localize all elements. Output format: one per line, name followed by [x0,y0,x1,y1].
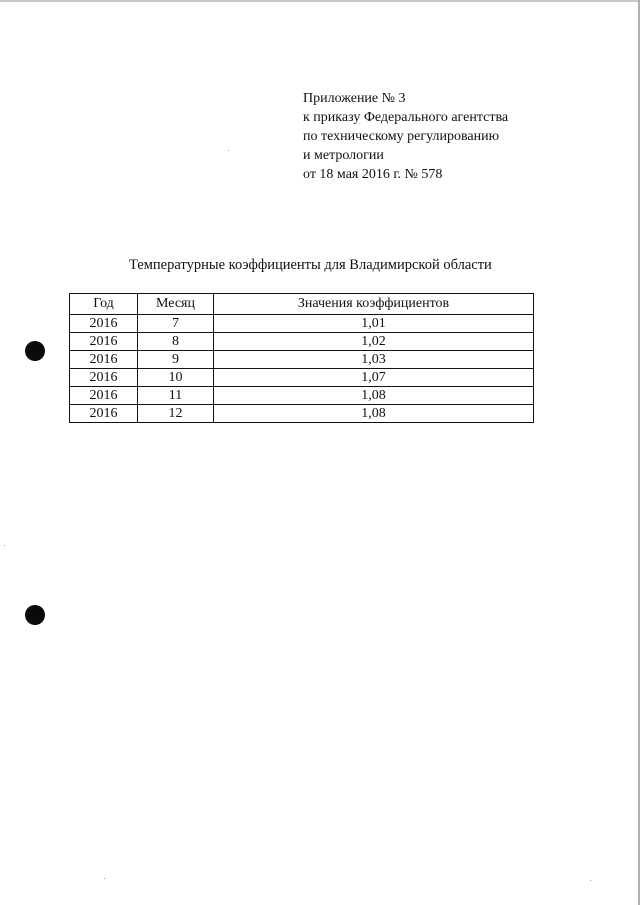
table-row [70,333,534,351]
scan-speck [104,878,105,879]
appendix-line: и метрологии [303,148,384,163]
appendix-line: Приложение № 3 [303,91,406,106]
table-row [70,405,534,423]
header-month: Месяц [138,294,214,315]
appendix-block [303,89,583,184]
cell-year: 2016 [70,315,138,333]
cell-value: 1,02 [214,333,534,351]
table-header-row [70,294,534,315]
cell-month: 11 [138,387,214,405]
page-edge-top [0,0,640,2]
header-value: Значения коэффициентов [214,294,534,315]
scan-speck [590,880,591,881]
table-row [70,387,534,405]
cell-year: 2016 [70,369,138,387]
cell-year: 2016 [70,387,138,405]
cell-value: 1,07 [214,369,534,387]
document-title: Температурные коэффициенты для Владимирской области [129,257,492,273]
appendix-line: к приказу Федерального агентства [303,110,509,125]
table-row [70,315,534,333]
header-year: Год [70,294,138,315]
scan-speck [4,545,5,546]
cell-month: 7 [138,315,214,333]
punch-hole-icon [25,341,45,361]
cell-month: 8 [138,333,214,351]
cell-value: 1,08 [214,405,534,423]
table-row [70,351,534,369]
cell-value: 1,01 [214,315,534,333]
punch-hole-icon [25,605,45,625]
appendix-line: от 18 мая 2016 г. № 578 [303,167,443,182]
cell-value: 1,03 [214,351,534,369]
coefficients-table [69,293,534,423]
table-row [70,369,534,387]
scan-speck [228,150,229,151]
cell-value: 1,08 [214,387,534,405]
appendix-line: по техническому регулированию [303,129,500,144]
cell-year: 2016 [70,405,138,423]
cell-month: 12 [138,405,214,423]
cell-year: 2016 [70,333,138,351]
cell-month: 9 [138,351,214,369]
cell-year: 2016 [70,351,138,369]
cell-month: 10 [138,369,214,387]
